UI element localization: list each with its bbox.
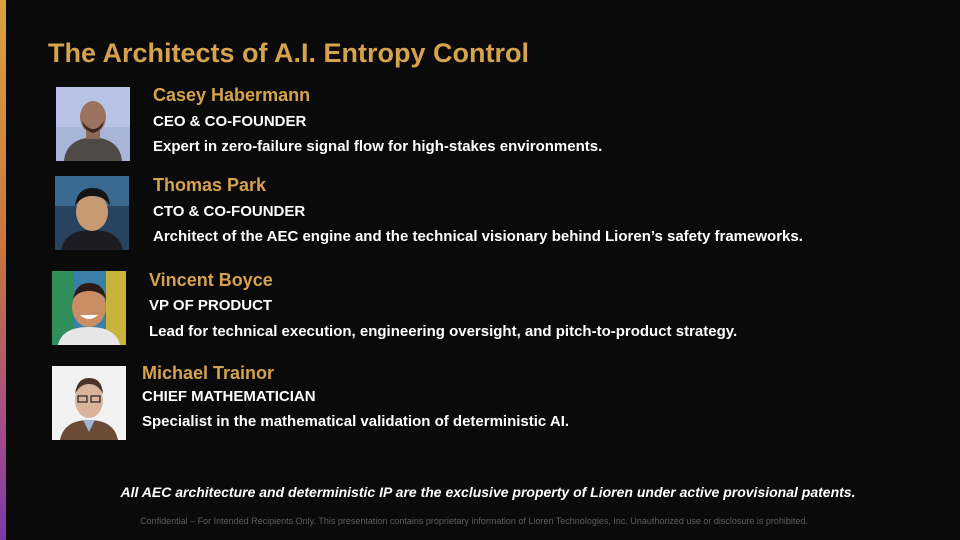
member-role: CEO & CO-FOUNDER (153, 113, 307, 130)
headshot-casey-habermann (56, 87, 130, 161)
member-name: Michael Trainor (142, 363, 275, 383)
member-description: Lead for technical execution, engineering oversight, and pitch-to-product strategy. (149, 323, 738, 340)
headshot-vincent-boyce (52, 271, 126, 345)
member-name: Thomas Park (153, 175, 267, 195)
member-description: Specialist in the mathematical validation of deterministic AI. (142, 413, 570, 430)
member-description: Architect of the AEC engine and the technical visionary behind Lioren’s safety frameworks. (153, 228, 803, 245)
headshot-michael-trainor (52, 366, 126, 440)
member-role: CHIEF MATHEMATICIAN (142, 388, 316, 405)
slide-title: The Architects of A.I. Entropy Control (48, 38, 530, 68)
member-role: CTO & CO-FOUNDER (153, 203, 306, 220)
ip-notice: All AEC architecture and deterministic IP are the exclusive property of Lioren under active provisional patents. (120, 484, 856, 500)
member-description: Expert in zero-failure signal flow for high-stakes environments. (153, 138, 603, 155)
headshot-thomas-park (55, 176, 129, 250)
member-name: Casey Habermann (153, 85, 311, 105)
confidential-footer: Confidential – For Intended Recipients Only. This presentation contains proprietary information of Lioren Technologies, Inc. Unauthorized use or disclosure is prohibited. (140, 516, 808, 526)
member-name: Vincent Boyce (149, 270, 273, 290)
member-role: VP OF PRODUCT (149, 297, 273, 314)
accent-bar (0, 0, 6, 540)
